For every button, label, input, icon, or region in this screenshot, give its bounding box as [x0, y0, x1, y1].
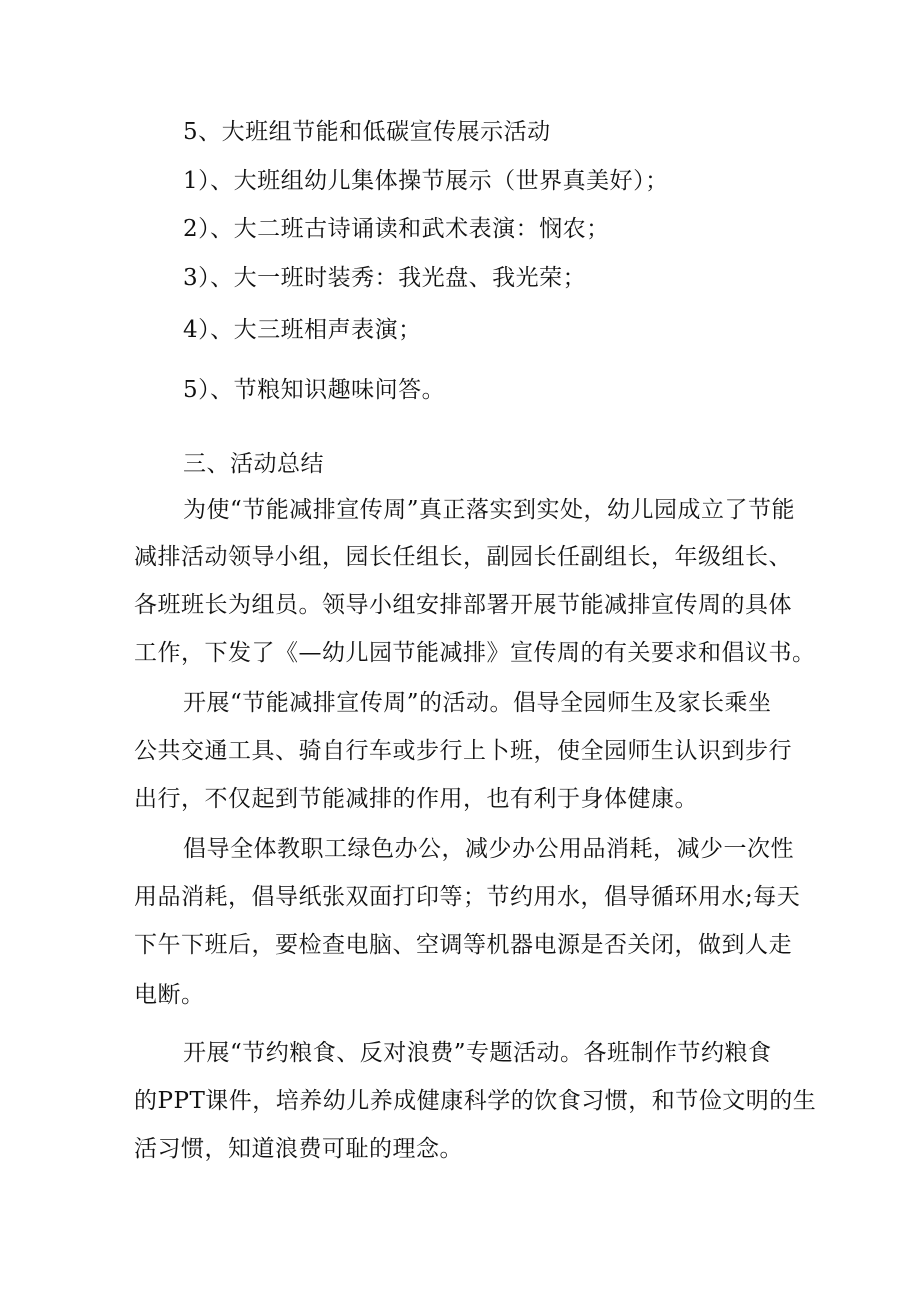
paragraph-line: 开展“节能减排宣传周”的活动。倡导全园师生及家长乘坐 — [183, 690, 772, 716]
list-item: 5）、节粮知识趣味问答。 — [183, 377, 446, 403]
list-item: 2）、大二班古诗诵读和武术表演：悯农； — [183, 216, 610, 242]
list-item: 3）、大一班时装秀：我光盘、我光荣； — [183, 265, 587, 291]
paragraph-line: 下午下班后，要检查电脑、空调等机器电源是否关闭，做到人走 — [134, 932, 792, 958]
paragraph-line: 出行，不仅起到节能减排的作用，也有利于身体健康。 — [134, 786, 698, 812]
paragraph-line: 用品消耗，倡导纸张双面打印等；节约用水，倡导循环用水;每天 — [134, 884, 801, 910]
list-item: 1）、大班组幼儿集体操节展示（世界真美好）； — [183, 168, 669, 194]
paragraph-line: 为使“节能减排宣传周”真正落实到实处，幼儿园成立了节能 — [183, 497, 796, 523]
paragraph-line: 电断。 — [134, 982, 205, 1008]
paragraph-line: 公共交通工具、骑自行车或步行上卜班，使全园师生认识到步行 — [134, 738, 792, 764]
paragraph-line: 倡导全体教职工绿色办公，减少办公用品消耗，减少一次性 — [183, 836, 794, 862]
paragraph-line: 减排活动领导小组，园长任组长，副园长任副组长，年级组长、 — [134, 544, 792, 570]
paragraph-line: 活习惯，知道浪费可耻的理念。 — [134, 1136, 463, 1162]
paragraph-line: 各班班长为组员。领导小组安排部署开展节能减排宣传周的具体 — [134, 592, 792, 618]
paragraph-line: 开展“节约粮食、反对浪费”专题活动。各班制作节约粮食 — [183, 1040, 772, 1066]
section-heading: 5、大班组节能和低碳宣传展示活动 — [183, 119, 551, 145]
summary-heading: 三、活动总结 — [183, 451, 324, 477]
paragraph-line: 的PPT课件，培养幼儿养成健康科学的饮食习惯，和节俭文明的生 — [134, 1088, 817, 1114]
paragraph-line: 工作，下发了《—幼儿园节能减排》宣传周的有关要求和倡议书。 — [134, 640, 816, 666]
list-item: 4）、大三班相声表演； — [183, 317, 422, 343]
